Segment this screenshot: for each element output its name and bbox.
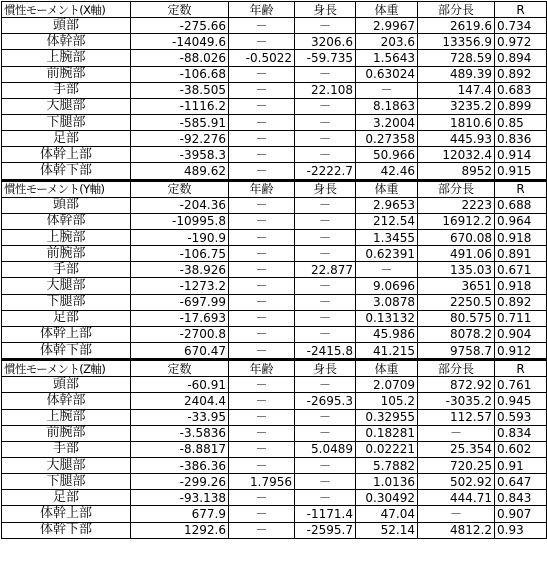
cell-weight: 5.7882: [356, 457, 418, 473]
cell-constant: -3.5836: [131, 425, 229, 441]
header-segment-length: 部分長: [418, 360, 495, 377]
cell-segment: 頭部: [2, 197, 131, 213]
table-row: [2, 506, 547, 522]
cell-weight: 0.02221: [356, 441, 418, 457]
header-constant: 定数: [131, 180, 229, 197]
header-weight: 体重: [356, 360, 418, 377]
cell-age: －: [229, 131, 295, 147]
cell-segment-length: 2223: [418, 197, 495, 213]
cell-r: 0.593: [495, 409, 547, 425]
cell-segment-length: 135.03: [418, 262, 495, 278]
header-height: 身長: [295, 180, 356, 197]
cell-r: 0.891: [495, 246, 547, 262]
cell-constant: -38.505: [131, 82, 229, 98]
cell-segment-length: 8952: [418, 163, 495, 180]
header-age: 年齢: [229, 2, 295, 18]
cell-weight: 2.9967: [356, 18, 418, 34]
inertia-moment-table: [1, 1, 547, 539]
cell-segment: 下腿部: [2, 294, 131, 310]
cell-r: 0.93: [495, 522, 547, 538]
cell-height: －: [295, 474, 356, 490]
cell-constant: -88.026: [131, 50, 229, 66]
cell-segment-length: 147.4: [418, 82, 495, 98]
cell-constant: -1273.2: [131, 278, 229, 294]
cell-weight: 2.0709: [356, 377, 418, 393]
table-body: [2, 2, 547, 539]
cell-age: －: [229, 66, 295, 82]
cell-height: -1171.4: [295, 506, 356, 522]
table-row: [2, 522, 547, 538]
header-constant: 定数: [131, 360, 229, 377]
cell-segment-length: 445.93: [418, 131, 495, 147]
cell-age: -0.5022: [229, 50, 295, 66]
header-segment-length: 部分長: [418, 2, 495, 18]
cell-age: －: [229, 246, 295, 262]
cell-segment-length: 444.71: [418, 490, 495, 506]
cell-constant: -585.91: [131, 114, 229, 130]
cell-r: 0.892: [495, 66, 547, 82]
cell-age: －: [229, 377, 295, 393]
cell-segment-length: 1810.6: [418, 114, 495, 130]
header-height: 身長: [295, 2, 356, 18]
table-row: [2, 425, 547, 441]
cell-r: 0.834: [495, 425, 547, 441]
table-row: [2, 34, 547, 50]
cell-weight: 0.27358: [356, 131, 418, 147]
cell-r: 0.602: [495, 441, 547, 457]
table-row: [2, 326, 547, 342]
cell-age: －: [229, 506, 295, 522]
table-row: [2, 197, 547, 213]
cell-segment: 大腿部: [2, 278, 131, 294]
cell-height: －: [295, 197, 356, 213]
cell-r: 0.761: [495, 377, 547, 393]
cell-segment: 前腕部: [2, 425, 131, 441]
cell-weight: 1.3455: [356, 229, 418, 245]
cell-height: －: [295, 66, 356, 82]
cell-height: －: [295, 18, 356, 34]
header-segment-length: 部分長: [418, 180, 495, 197]
cell-segment: 手部: [2, 262, 131, 278]
cell-age: －: [229, 114, 295, 130]
cell-height: －: [295, 246, 356, 262]
cell-height: －: [295, 425, 356, 441]
cell-segment-length: －: [418, 506, 495, 522]
cell-constant: -93.138: [131, 490, 229, 506]
cell-segment: 下腿部: [2, 114, 131, 130]
cell-weight: 1.0136: [356, 474, 418, 490]
cell-weight: 50.966: [356, 147, 418, 163]
section-header-row: [2, 2, 547, 18]
cell-segment-length: 3235.2: [418, 98, 495, 114]
cell-weight: 41.215: [356, 342, 418, 359]
cell-weight: 52.14: [356, 522, 418, 538]
cell-segment-length: 16912.2: [418, 213, 495, 229]
cell-height: －: [295, 294, 356, 310]
cell-age: －: [229, 441, 295, 457]
cell-height: 22.877: [295, 262, 356, 278]
cell-age: 1.7956: [229, 474, 295, 490]
table-row: [2, 278, 547, 294]
table-row: [2, 66, 547, 82]
cell-age: －: [229, 425, 295, 441]
cell-weight: 203.6: [356, 34, 418, 50]
cell-age: －: [229, 342, 295, 359]
header-r: R: [495, 180, 547, 197]
cell-age: －: [229, 18, 295, 34]
cell-weight: 3.0878: [356, 294, 418, 310]
section-header-row: [2, 180, 547, 197]
header-axis-title: 慣性モーメント(X軸): [2, 2, 131, 18]
cell-age: －: [229, 490, 295, 506]
cell-height: －: [295, 213, 356, 229]
cell-age: －: [229, 262, 295, 278]
cell-segment: 下腿部: [2, 474, 131, 490]
cell-height: －: [295, 490, 356, 506]
cell-weight: －: [356, 82, 418, 98]
cell-constant: -3958.3: [131, 147, 229, 163]
cell-height: -59.735: [295, 50, 356, 66]
cell-weight: 105.2: [356, 393, 418, 409]
table-row: [2, 147, 547, 163]
cell-age: －: [229, 34, 295, 50]
cell-age: －: [229, 197, 295, 213]
cell-segment: 体幹下部: [2, 342, 131, 359]
cell-r: 0.836: [495, 131, 547, 147]
cell-height: -2695.3: [295, 393, 356, 409]
cell-segment-length: 489.39: [418, 66, 495, 82]
cell-r: 0.894: [495, 50, 547, 66]
header-constant: 定数: [131, 2, 229, 18]
cell-segment-length: 720.25: [418, 457, 495, 473]
cell-constant: -299.26: [131, 474, 229, 490]
cell-height: －: [295, 457, 356, 473]
cell-age: －: [229, 163, 295, 180]
cell-r: 0.671: [495, 262, 547, 278]
cell-r: 0.964: [495, 213, 547, 229]
cell-weight: 0.13132: [356, 310, 418, 326]
cell-segment: 体幹部: [2, 393, 131, 409]
cell-weight: 2.9653: [356, 197, 418, 213]
cell-height: -2222.7: [295, 163, 356, 180]
cell-age: －: [229, 409, 295, 425]
cell-constant: 677.9: [131, 506, 229, 522]
cell-r: 0.918: [495, 229, 547, 245]
cell-height: －: [295, 326, 356, 342]
cell-r: 0.85: [495, 114, 547, 130]
table-row: [2, 18, 547, 34]
cell-segment-length: 80.575: [418, 310, 495, 326]
cell-r: 0.914: [495, 147, 547, 163]
cell-age: －: [229, 522, 295, 538]
cell-age: －: [229, 213, 295, 229]
cell-segment: 前腕部: [2, 66, 131, 82]
cell-height: －: [295, 377, 356, 393]
cell-segment: 前腕部: [2, 246, 131, 262]
header-age: 年齢: [229, 360, 295, 377]
cell-segment: 上腕部: [2, 409, 131, 425]
cell-segment-length: 3651: [418, 278, 495, 294]
cell-constant: 670.47: [131, 342, 229, 359]
cell-height: 3206.6: [295, 34, 356, 50]
cell-segment-length: 728.59: [418, 50, 495, 66]
cell-r: 0.734: [495, 18, 547, 34]
cell-constant: 2404.4: [131, 393, 229, 409]
cell-weight: 9.0696: [356, 278, 418, 294]
cell-segment-length: -3035.2: [418, 393, 495, 409]
cell-height: －: [295, 278, 356, 294]
cell-constant: -106.75: [131, 246, 229, 262]
cell-r: 0.918: [495, 278, 547, 294]
cell-height: -2415.8: [295, 342, 356, 359]
cell-height: 5.0489: [295, 441, 356, 457]
cell-constant: -204.36: [131, 197, 229, 213]
cell-constant: -275.66: [131, 18, 229, 34]
cell-weight: 0.18281: [356, 425, 418, 441]
cell-weight: 0.32955: [356, 409, 418, 425]
cell-constant: -60.91: [131, 377, 229, 393]
cell-age: －: [229, 393, 295, 409]
table-row: [2, 163, 547, 180]
cell-segment-length: 25.354: [418, 441, 495, 457]
cell-r: 0.972: [495, 34, 547, 50]
cell-segment-length: 112.57: [418, 409, 495, 425]
table-row: [2, 377, 547, 393]
table-row: [2, 490, 547, 506]
cell-segment: 上腕部: [2, 50, 131, 66]
table-row: [2, 342, 547, 359]
cell-weight: 0.30492: [356, 490, 418, 506]
cell-segment-length: 12032.4: [418, 147, 495, 163]
cell-age: －: [229, 278, 295, 294]
cell-weight: 212.54: [356, 213, 418, 229]
cell-r: 0.915: [495, 163, 547, 180]
cell-segment-length: 13356.9: [418, 34, 495, 50]
cell-weight: 0.63024: [356, 66, 418, 82]
cell-constant: -8.8817: [131, 441, 229, 457]
header-r: R: [495, 2, 547, 18]
cell-segment: 頭部: [2, 377, 131, 393]
cell-constant: -17.693: [131, 310, 229, 326]
cell-weight: 47.04: [356, 506, 418, 522]
cell-constant: -386.36: [131, 457, 229, 473]
cell-age: －: [229, 229, 295, 245]
cell-age: －: [229, 147, 295, 163]
cell-r: 0.907: [495, 506, 547, 522]
cell-height: －: [295, 409, 356, 425]
cell-segment: 体幹下部: [2, 163, 131, 180]
cell-r: 0.899: [495, 98, 547, 114]
cell-height: －: [295, 147, 356, 163]
cell-segment-length: 8078.2: [418, 326, 495, 342]
cell-r: 0.683: [495, 82, 547, 98]
cell-constant: 489.62: [131, 163, 229, 180]
cell-segment-length: 9758.7: [418, 342, 495, 359]
cell-height: －: [295, 98, 356, 114]
cell-constant: -10995.8: [131, 213, 229, 229]
cell-age: －: [229, 294, 295, 310]
table-row: [2, 441, 547, 457]
cell-age: －: [229, 82, 295, 98]
cell-segment: 足部: [2, 131, 131, 147]
cell-r: 0.892: [495, 294, 547, 310]
cell-r: 0.647: [495, 474, 547, 490]
cell-height: -2595.7: [295, 522, 356, 538]
cell-constant: -2700.8: [131, 326, 229, 342]
cell-segment: 足部: [2, 310, 131, 326]
cell-weight: 45.986: [356, 326, 418, 342]
cell-segment-length: 872.92: [418, 377, 495, 393]
cell-segment-length: 4812.2: [418, 522, 495, 538]
cell-constant: -106.68: [131, 66, 229, 82]
cell-segment: 体幹部: [2, 213, 131, 229]
table-row: [2, 474, 547, 490]
cell-segment-length: 2619.6: [418, 18, 495, 34]
header-r: R: [495, 360, 547, 377]
cell-r: 0.711: [495, 310, 547, 326]
table-row: [2, 393, 547, 409]
cell-r: 0.912: [495, 342, 547, 359]
cell-segment-length: 491.06: [418, 246, 495, 262]
table-row: [2, 98, 547, 114]
cell-segment-length: 502.92: [418, 474, 495, 490]
cell-r: 0.688: [495, 197, 547, 213]
header-height: 身長: [295, 360, 356, 377]
section-header-row: [2, 360, 547, 377]
cell-r: 0.945: [495, 393, 547, 409]
header-axis-title: 慣性モーメント(Y軸): [2, 180, 131, 197]
cell-segment: 手部: [2, 82, 131, 98]
cell-segment-length: 670.08: [418, 229, 495, 245]
header-age: 年齢: [229, 180, 295, 197]
cell-constant: -190.9: [131, 229, 229, 245]
table-row: [2, 50, 547, 66]
table-row: [2, 131, 547, 147]
cell-constant: -92.276: [131, 131, 229, 147]
cell-height: －: [295, 114, 356, 130]
cell-segment: 上腕部: [2, 229, 131, 245]
cell-constant: -33.95: [131, 409, 229, 425]
cell-age: －: [229, 98, 295, 114]
table-row: [2, 294, 547, 310]
header-weight: 体重: [356, 2, 418, 18]
table-row: [2, 229, 547, 245]
header-weight: 体重: [356, 180, 418, 197]
table-row: [2, 409, 547, 425]
cell-constant: -14049.6: [131, 34, 229, 50]
cell-height: 22.108: [295, 82, 356, 98]
cell-age: －: [229, 326, 295, 342]
cell-height: －: [295, 229, 356, 245]
cell-segment: 体幹部: [2, 34, 131, 50]
cell-age: －: [229, 457, 295, 473]
cell-weight: －: [356, 262, 418, 278]
cell-weight: 42.46: [356, 163, 418, 180]
table-row: [2, 82, 547, 98]
cell-r: 0.91: [495, 457, 547, 473]
cell-segment-length: 2250.5: [418, 294, 495, 310]
table-row: [2, 457, 547, 473]
cell-segment: 体幹上部: [2, 326, 131, 342]
cell-height: －: [295, 131, 356, 147]
cell-weight: 1.5643: [356, 50, 418, 66]
cell-constant: -38.926: [131, 262, 229, 278]
cell-constant: 1292.6: [131, 522, 229, 538]
cell-segment: 手部: [2, 441, 131, 457]
table-row: [2, 262, 547, 278]
cell-weight: 0.62391: [356, 246, 418, 262]
table-row: [2, 310, 547, 326]
cell-segment-length: －: [418, 425, 495, 441]
cell-r: 0.843: [495, 490, 547, 506]
cell-r: 0.904: [495, 326, 547, 342]
cell-weight: 3.2004: [356, 114, 418, 130]
table-row: [2, 213, 547, 229]
cell-segment: 体幹下部: [2, 522, 131, 538]
cell-segment: 足部: [2, 490, 131, 506]
cell-segment: 体幹上部: [2, 147, 131, 163]
cell-segment: 体幹上部: [2, 506, 131, 522]
table-row: [2, 114, 547, 130]
cell-segment: 頭部: [2, 18, 131, 34]
cell-weight: 8.1863: [356, 98, 418, 114]
cell-segment: 大腿部: [2, 98, 131, 114]
cell-constant: -697.99: [131, 294, 229, 310]
cell-height: －: [295, 310, 356, 326]
cell-age: －: [229, 310, 295, 326]
header-axis-title: 慣性モーメント(Z軸): [2, 360, 131, 377]
cell-segment: 大腿部: [2, 457, 131, 473]
cell-constant: -1116.2: [131, 98, 229, 114]
table-row: [2, 246, 547, 262]
